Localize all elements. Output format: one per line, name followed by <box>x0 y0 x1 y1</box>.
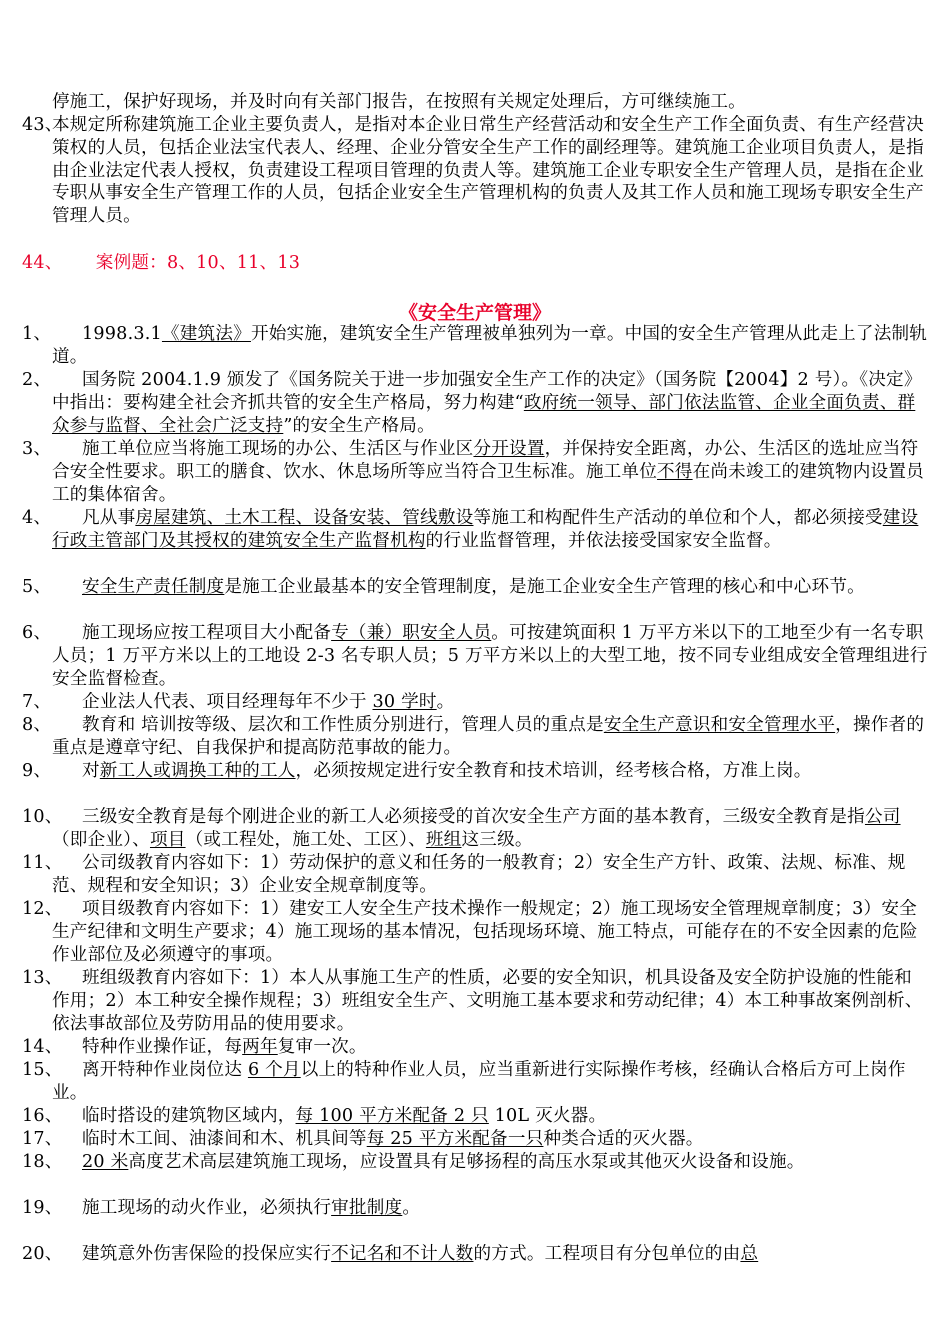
item-text <box>52 1036 367 1059</box>
list-item <box>22 852 928 898</box>
item-text <box>52 760 812 783</box>
item-text <box>52 691 454 714</box>
underlined-key-phrase: 建设行政主管部门及其授权的建筑安全生产监督机构 <box>52 508 919 551</box>
item-number: 5、 <box>22 577 52 597</box>
text-run: 这三级。 <box>461 829 533 850</box>
list-item <box>22 691 928 714</box>
item-text <box>52 967 928 1035</box>
list-item <box>22 806 928 852</box>
item-text <box>52 1151 805 1174</box>
item-text <box>52 714 928 760</box>
underlined-key-phrase: 政府统一领导、部门依法监管、企业全面负责、群众参与监督、全社会广泛支持 <box>52 392 916 436</box>
underlined-key-phrase: 分开设置 <box>473 439 545 459</box>
text-run: 企业法人代表、项目经理每年不少于 <box>82 692 373 712</box>
item-number: 10、 <box>22 807 63 827</box>
text-run: 三级安全教育是每个刚进企业的新工人必须接受的首次安全生产方面的基本教育，三级安全教育是指 <box>82 807 865 827</box>
item-number: 17、 <box>22 1129 63 1149</box>
item-number: 2、 <box>22 370 52 390</box>
text-run: 1998.3.1 <box>82 324 162 344</box>
item-number: 7、 <box>22 692 52 712</box>
underlined-key-phrase: 不记名和不计人数 <box>331 1244 474 1264</box>
list-item <box>22 507 928 553</box>
text-run: 种类合适的灭火器。 <box>543 1129 704 1149</box>
item-text <box>52 576 865 599</box>
list-item <box>22 898 928 966</box>
underlined-key-phrase: 安全生产责任制度 <box>82 577 225 597</box>
text-run: ，并保持安全距离，办公、生活区的选址应当符合安全性要求。职工的膳食、饮水、休息场所等应当符合卫生标准。施工单位 <box>52 439 919 482</box>
text-run: 以上的特种作业人员，应当重新进行实际操作考核，经确认合格后方可上岗作业。 <box>52 1060 906 1103</box>
text-run: 开始实施，建筑安全生产管理被单独列为一章。中国的安全生产管理从此走上了法制轨道。 <box>52 324 928 367</box>
text-run: 凡从事 <box>82 508 136 528</box>
item-number: 44、 <box>22 253 63 273</box>
item-text <box>52 622 928 690</box>
paragraph-text: 停施工，保护好现场，并及时向有关部门报告，在按照有关规定处理后，方可继续施工。 <box>52 92 746 112</box>
list-item <box>22 622 928 690</box>
item-text <box>52 898 928 966</box>
item-number: 6、 <box>22 623 52 643</box>
list-item <box>22 760 928 783</box>
text-run: 。 <box>436 692 455 712</box>
item-text <box>52 323 928 369</box>
text-run: 是施工企业最基本的安全管理制度，是施工企业安全生产管理的核心和中心环节。 <box>224 577 865 597</box>
text-run: 施工现场应按工程项目大小配备 <box>82 623 332 643</box>
item-text <box>52 1197 420 1220</box>
underlined-key-phrase: 公司 <box>864 807 901 827</box>
paragraph-43 <box>22 114 928 228</box>
list-item <box>22 323 928 369</box>
item-text <box>52 1243 758 1266</box>
section-title: 《安全生产管理》 <box>398 302 551 324</box>
item-text <box>52 1059 928 1105</box>
text-run: （即企业）、 <box>52 829 150 850</box>
text-run: 高度艺术高层建筑施工现场，应设置具有足够扬程的高压水泵或其他灭火设备和设施。 <box>128 1152 805 1172</box>
list-item <box>22 1128 928 1151</box>
item-text <box>52 1128 704 1151</box>
underlined-key-phrase: 《建筑法》 <box>161 324 251 344</box>
paragraph-44 <box>22 252 928 275</box>
text-run: 10L 灭火器。 <box>488 1106 607 1126</box>
text-run: 施工单位应当将施工现场的办公、生活区与作业区 <box>82 439 474 459</box>
list-item <box>22 1059 928 1105</box>
item-number: 8、 <box>22 715 52 735</box>
list-item <box>22 714 928 760</box>
text-run: 国务院 2004.1.9 颁发了《国务院关于进一步加强安全生产工作的决定》（国务院【2004】2 号）。《决定》中指出：要构建全社会齐抓共管的安全生产格局，努力构建“ <box>52 370 922 413</box>
list-item <box>22 1036 928 1059</box>
item-text <box>52 438 928 506</box>
underlined-key-phrase: 每 25 平方米配备一只 <box>366 1129 544 1149</box>
text-run: 特种作业操作证，每 <box>82 1037 243 1057</box>
underlined-key-phrase: 安全生产意识和安全管理水平 <box>603 715 836 735</box>
underlined-key-phrase: 30 学时 <box>372 692 437 712</box>
text-run: 。可按建筑面积 1 万平方米以下的工地至少有一名专职人员；1 万平方米以上的工地设 2-3 名专职人员；5 万平方米以上的大型工地，按不同专业组成安全管理组进行安全监督检查。 <box>52 623 928 689</box>
underlined-key-phrase: 房屋建筑、土木工程、设备安装、管线敷设 <box>135 508 474 528</box>
text-run: 对 <box>82 761 100 781</box>
underlined-key-phrase: 新工人或调换工种的工人 <box>99 761 296 781</box>
text-run: 的方式。工程项目有分包单位的由 <box>473 1244 741 1264</box>
list-item <box>22 1243 928 1266</box>
text-run: 在尚未竣工的建筑物内设置员工的集体宿舍。 <box>52 461 924 505</box>
text-run: 离开特种作业岗位达 <box>82 1060 248 1080</box>
text-run: 建筑意外伤害保险的投保应实行 <box>82 1244 332 1264</box>
item-text <box>52 852 928 898</box>
text-run: ，操作者的重点是遵章守纪、自我保护和提高防范事故的能力。 <box>52 715 925 758</box>
text-run: 班组级教育内容如下：1）本人从事施工生产的性质，必要的安全知识，机具设备及安全防护设施的性能和作用；2）本工种安全操作规程；3）班组安全生产、文明施工基本要求和劳动纪律；4）本工种事故案例剖析、依法事故部位及劳防用品的使用要求。 <box>52 968 923 1034</box>
text-run: 临时木工间、油漆间和木、机具间等 <box>82 1129 367 1149</box>
underlined-key-phrase: 专（兼）职安全人员 <box>331 623 492 643</box>
text-run: 的行业监督管理，并依法接受国家安全监督。 <box>425 530 782 551</box>
underlined-key-phrase: 不得 <box>657 461 693 482</box>
text-run: ”的安全生产格局。 <box>283 415 435 436</box>
list-item <box>22 1105 928 1128</box>
paragraph-text: 本规定所称建筑施工企业主要负责人，是指对本企业日常生产经营活动和安全生产工作全面负责、有生产经营决策权的人员，包括企业法宝代表人、经理、企业分管安全生产工作的副经理等。建筑施工企业项目负责人，是指由企业法定代表人授权，负责建设工程项目管理的负责人等。建筑施工企业专职安全生产管理人员，是指在企业专职从事安全生产管理工作的人员，包括企业安全生产管理机构的负责人及其工作人员和施工现场专职安全生产管理人员。 <box>52 115 924 227</box>
item-text <box>52 369 928 437</box>
underlined-key-phrase: 班组 <box>425 829 462 850</box>
text-run: 复审一次。 <box>277 1037 367 1057</box>
item-number: 4、 <box>22 508 52 528</box>
text-run: ，必须按规定进行安全教育和技术培训，经考核合格，方准上岗。 <box>295 761 812 781</box>
underlined-key-phrase: 审批制度 <box>331 1198 403 1218</box>
text-run: 公司级教育内容如下：1）劳动保护的意义和任务的一般教育；2）安全生产方针、政策、法规、标准、规范、规程和安全知识；3）企业安全规章制度等。 <box>52 853 906 896</box>
underlined-key-phrase: 每 100 平方米配备 2 只 <box>295 1106 489 1126</box>
text-run: 教育和 培训按等级、层次和工作性质分别进行，管理人员的重点是 <box>82 715 604 735</box>
item-text <box>52 806 928 852</box>
underlined-key-phrase: 20 米 <box>82 1152 129 1172</box>
list-item <box>22 1151 928 1174</box>
underlined-key-phrase: 总 <box>740 1244 759 1264</box>
item-number: 13、 <box>22 968 63 988</box>
list-item <box>22 1197 928 1220</box>
list-item <box>22 438 928 506</box>
paragraph-text: 案例题：8、10、11、13 <box>95 253 301 273</box>
underlined-key-phrase: 6 个月 <box>247 1060 301 1080</box>
text-run: 项目级教育内容如下：1）建安工人安全生产技术操作一般规定；2）施工现场安全管理规章制度；3）安全生产纪律和文明生产要求；4）施工现场的基本情况，包括现场环境、施工特点，可能存在的不安全因素的危险作业部位及必须遵守的事项。 <box>52 899 918 965</box>
paragraph-42-continuation <box>22 91 928 114</box>
item-number: 43、 <box>22 115 63 135</box>
item-number: 1、 <box>22 324 52 344</box>
item-number: 19、 <box>22 1198 63 1218</box>
item-number: 3、 <box>22 439 52 459</box>
item-number: 16、 <box>22 1106 63 1126</box>
text-run: 临时搭设的建筑物区域内， <box>82 1106 296 1126</box>
item-number: 18、 <box>22 1152 63 1172</box>
text-run: 。 <box>402 1198 421 1218</box>
item-number: 15、 <box>22 1060 63 1080</box>
item-number: 20、 <box>22 1244 63 1264</box>
text-run: 施工现场的动火作业，必须执行 <box>82 1198 332 1218</box>
list-item <box>22 369 928 437</box>
underlined-key-phrase: 项目 <box>149 829 186 850</box>
list-item <box>22 576 928 599</box>
text-run: 等施工和构配件生产活动的单位和个人，都必须接受 <box>473 508 883 528</box>
item-number: 11、 <box>22 853 63 873</box>
item-number: 12、 <box>22 899 63 919</box>
text-run: （或工程处，施工处、工区）、 <box>185 829 426 850</box>
item-number: 14、 <box>22 1037 63 1057</box>
item-text <box>52 507 928 553</box>
item-text <box>52 1105 606 1128</box>
underlined-key-phrase: 两年 <box>242 1037 278 1057</box>
list-item <box>22 967 928 1035</box>
item-number: 9、 <box>22 761 52 781</box>
